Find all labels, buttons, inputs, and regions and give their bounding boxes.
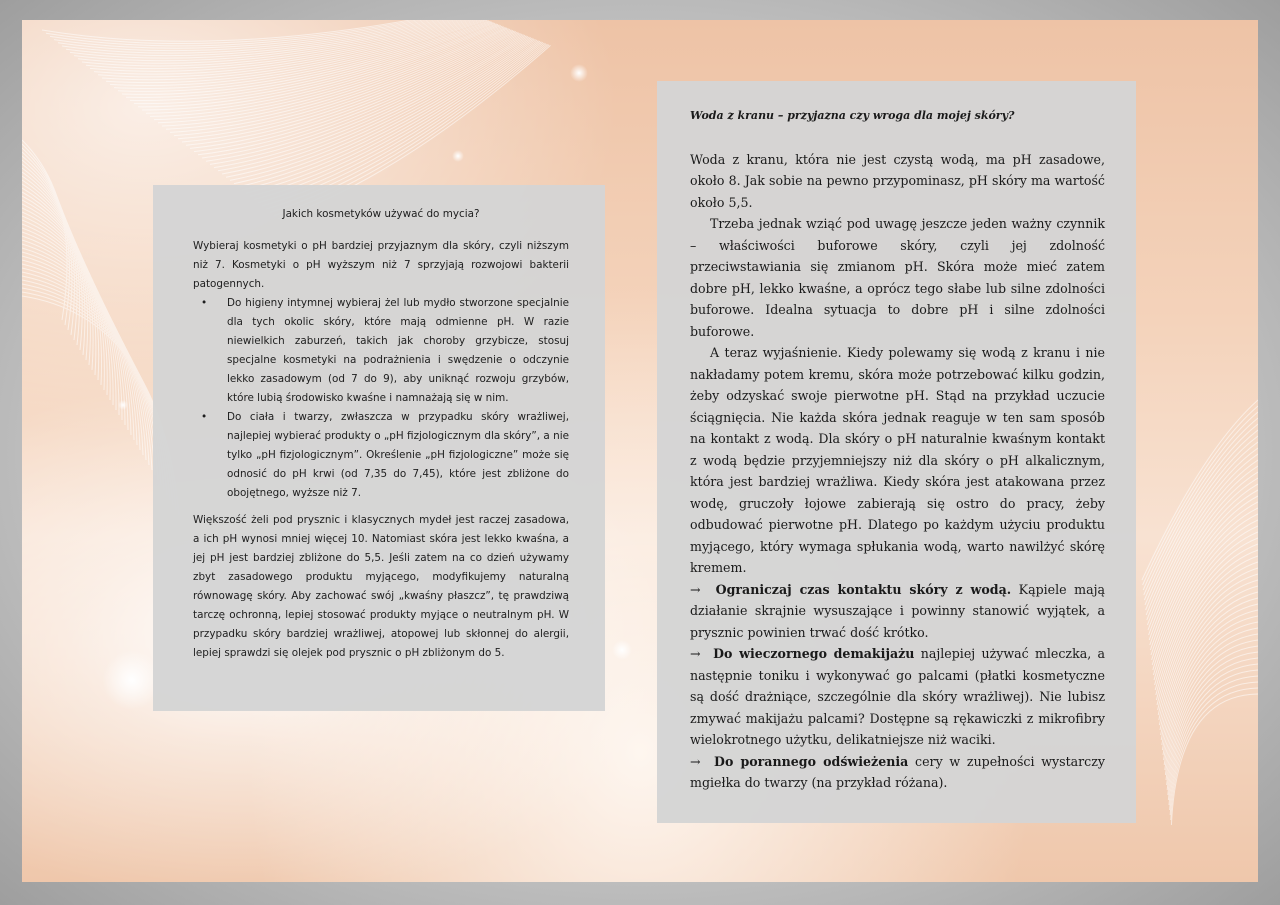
arrow-right-icon: →: [690, 646, 701, 661]
bullet-icon: •: [201, 411, 208, 423]
list-item: [201, 408, 569, 503]
bullet-icon: •: [201, 297, 208, 309]
left-text-box: [153, 185, 605, 711]
right-heading: Woda z kranu – przyjazna czy wroga dla mojej skóry?: [690, 109, 1015, 122]
tip-paragraph: [690, 579, 1105, 644]
tip-bold-text: Do porannego odświeżenia: [714, 753, 909, 769]
list-item-text: Do ciała i twarzy, zwłaszcza w przypadku skóry wrażliwej, najlepiej wybierać produkty o „pH fizjologicznym dla skóry”, a nie tylko „pH fizjologicznym”. Określenie „pH fizjologiczne” może się odnosić do pH krwi (od 7,35 do 7,45), które jest zbliżone do obojętnego, wyższe niż 7.: [227, 411, 569, 499]
tip-bold-text: Do wieczornego demakijażu: [713, 646, 915, 661]
right-paragraph-1: Woda z kranu, która nie jest czystą wodą, ma pH zasadowe, około 8. Jak sobie na pewno przypominasz, pH skóry ma wartość około 5,5.: [690, 151, 1105, 210]
right-text-box: [657, 81, 1136, 823]
book-spread: [22, 20, 1258, 882]
list-item-text: Do higieny intymnej wybieraj żel lub mydło stworzone specjalnie dla tych okolic skóry, które mają odmienne pH. W razie niewielkich zaburzeń, takich jak choroby grzybicze, stosuj specjalne kosmetyki na podrażnienia i swędzenie o odczynie lekko zasadowym (od 7 do 9), aby uniknąć rozwoju grzybów, które lubią środowisko kwaśne i namnażają się w nim.: [227, 297, 569, 404]
left-intro-paragraph: Wybieraj kosmetyki o pH bardziej przyjaznym dla skóry, czyli niższym niż 7. Kosmetyki o pH wyższym niż 7 sprzyjają rozwojowi bakterii patogennych.: [193, 240, 569, 290]
left-outro-paragraph: Większość żeli pod prysznic i klasycznych mydeł jest raczej zasadowa, a ich pH wynosi mniej więcej 10. Natomiast skóra jest lekko kwaśna, a jej pH jest bardziej zbliżone do 5,5. Jeśli zatem na co dzień używamy zbyt zasadowego produktu myjącego, modyfikujemy naturalną równowagę skóry. Aby zachować swój „kwaśny płaszcz”, tę prawdziwą tarczę ochronną, lepiej stosować produkty myjące o neutralnym pH. W przypadku skóry bardziej wrażliwej, atopowej lub skłonnej do alergii, lepiej sprawdzi się olejek pod prysznic o pH zbliżonym do 5.: [193, 514, 569, 659]
left-heading: Jakich kosmetyków używać do mycia?: [282, 208, 480, 220]
list-item: [201, 294, 569, 408]
tip-text: najlepiej używać mleczka, a następnie toniku i wykonywać go palcami (płatki kosmetyczne są dość drażniące, szczególnie dla skóry wrażliwej). Nie lubisz zmywać makijażu palcami? Dostępne są rękawiczki z mikrofibry wielokrotnego użytku, delikatniejsze niż waciki.: [690, 646, 1105, 747]
tip-paragraph: [690, 751, 1105, 794]
right-paragraph-3: A teraz wyjaśnienie. Kiedy polewamy się wodą z kranu i nie nakładamy potem kremu, skóra może potrzebować kilku godzin, żeby odzyskać swoje pierwotne pH. Stąd na przykład uczucie ściągnięcia. Nie każda skóra jednak reaguje w ten sam sposób na kontakt z wodą. Dla skóry o pH naturalnie kwaśnym kontakt z wodą będzie przyjemniejszy niż dla skóry o pH alkalicznym, która jest bardziej wrażliwa. Kiedy skóra jest atakowana przez wodę, gruczoły łojowe zabierają się ostro do pracy, żeby odbudować pierwotne pH. Dlatego po każdym użyciu produktu myjącego, który wymaga spłukania wodą, warto nawilżyć skórę kremem.: [690, 345, 1105, 575]
tip-bold-text: Ograniczaj czas kontaktu skóry z wodą.: [715, 581, 1012, 597]
sparkle: [118, 400, 128, 410]
tip-text: Kąpiele mają działanie skrajnie wysuszające i powinny stanowić wyjątek, a prysznic powinien trwać dość krótko.: [690, 581, 1105, 640]
tip-paragraph: [690, 643, 1105, 751]
left-bullet-list: [193, 294, 569, 503]
right-paragraph-2: Trzeba jednak wziąć pod uwagę jeszcze jeden ważny czynnik – właściwości buforowe skóry, czyli jej zdolność przeciwstawiania się zmianom pH. Skóra może mieć zatem dobre pH, lekko kwaśne, a oprócz tego słabe lub silne zdolności buforowe. Idealna sytuacja to dobre pH i silne zdolności buforowe.: [690, 216, 1105, 339]
sparkle: [570, 64, 588, 82]
sparkle: [452, 150, 464, 162]
tip-text: cery w zupełności wystarczy mgiełka do twarzy (na przykład różana).: [690, 753, 1105, 790]
sparkle: [612, 640, 632, 660]
arrow-right-icon: →: [690, 753, 701, 769]
arrow-right-icon: →: [690, 581, 701, 597]
